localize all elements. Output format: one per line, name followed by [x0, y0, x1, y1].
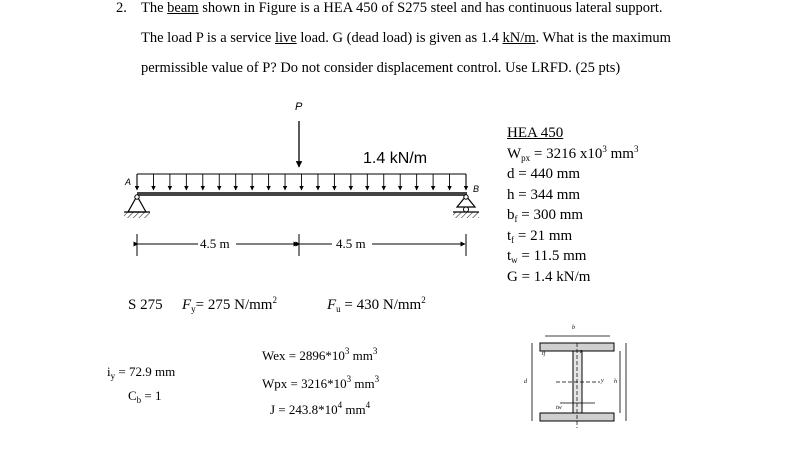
sketch-label-z: z — [580, 349, 583, 355]
load-label-p: P — [295, 101, 303, 113]
material-grade: S 275 — [128, 297, 163, 313]
sketch-label-b: b — [572, 325, 575, 331]
udl-arrows — [137, 174, 466, 190]
section-title: HEA 450 — [507, 125, 564, 141]
prop-j: $J = 243.8*10^4$ $mm^4$ — [270, 400, 371, 417]
span-right-label: 4.5 m — [336, 236, 366, 251]
dimension-lines — [137, 234, 466, 256]
i-section-sketch — [532, 336, 626, 428]
sketch-label-y: y — [601, 378, 604, 384]
distributed-load-label: 1.4 kN/m — [363, 150, 428, 167]
support-pin-a — [124, 195, 150, 218]
question-line-1: The beam shown in Figure is a HEA 450 of S275 steel and has continuous lateral support. — [141, 0, 663, 16]
span-left-label: 4.5 m — [200, 236, 230, 251]
prop-tf: $t_f = 21$ mm — [507, 227, 573, 245]
support-a-label: A — [125, 177, 132, 187]
beam — [137, 192, 467, 196]
prop-cb: $C_b = 1$ — [128, 388, 162, 405]
sketch-label-tf: tf — [542, 351, 546, 357]
material-fy: $F_y= 275$ $N/mm^2$ — [182, 295, 277, 314]
material-fu: $F_u = 430$ $N/mm^2$ — [327, 295, 426, 314]
prop-iy: $i_y = 72.9$ mm — [107, 364, 176, 381]
section-properties — [507, 123, 638, 287]
question-line-3: permissible value of P? Do not consider displacement control. Use LRFD. (25 pts) — [141, 60, 621, 76]
prop-wpx: Wpx = $3216*10^3$ $mm^3$ — [262, 374, 380, 391]
question-number: 2. — [116, 0, 127, 16]
prop-h: h = 344 mm — [507, 186, 581, 203]
prop-tw: $t_w = 11.5$ mm — [507, 248, 587, 265]
sketch-label-tw: tw — [556, 405, 562, 411]
prop-wpx: $W_{px} = 3216$ $x10^3$ $mm^3$ — [507, 143, 639, 163]
support-b-label: B — [473, 184, 480, 194]
prop-g: G = 1.4 kN/m — [507, 268, 591, 285]
sketch-label-h: h — [614, 379, 617, 385]
prop-wex: Wex = $2896*10^3$ $mm^3$ — [262, 346, 378, 363]
support-roller-b — [453, 195, 479, 218]
prop-bf: $b_f = 300$ mm — [507, 207, 584, 224]
sketch-label-d: d — [524, 379, 527, 385]
question-line-2: The load P is a service live load. G (dead load) is given as 1.4 kN/m. What is the maximum — [141, 30, 671, 46]
prop-d: d = 440 mm — [507, 166, 581, 182]
